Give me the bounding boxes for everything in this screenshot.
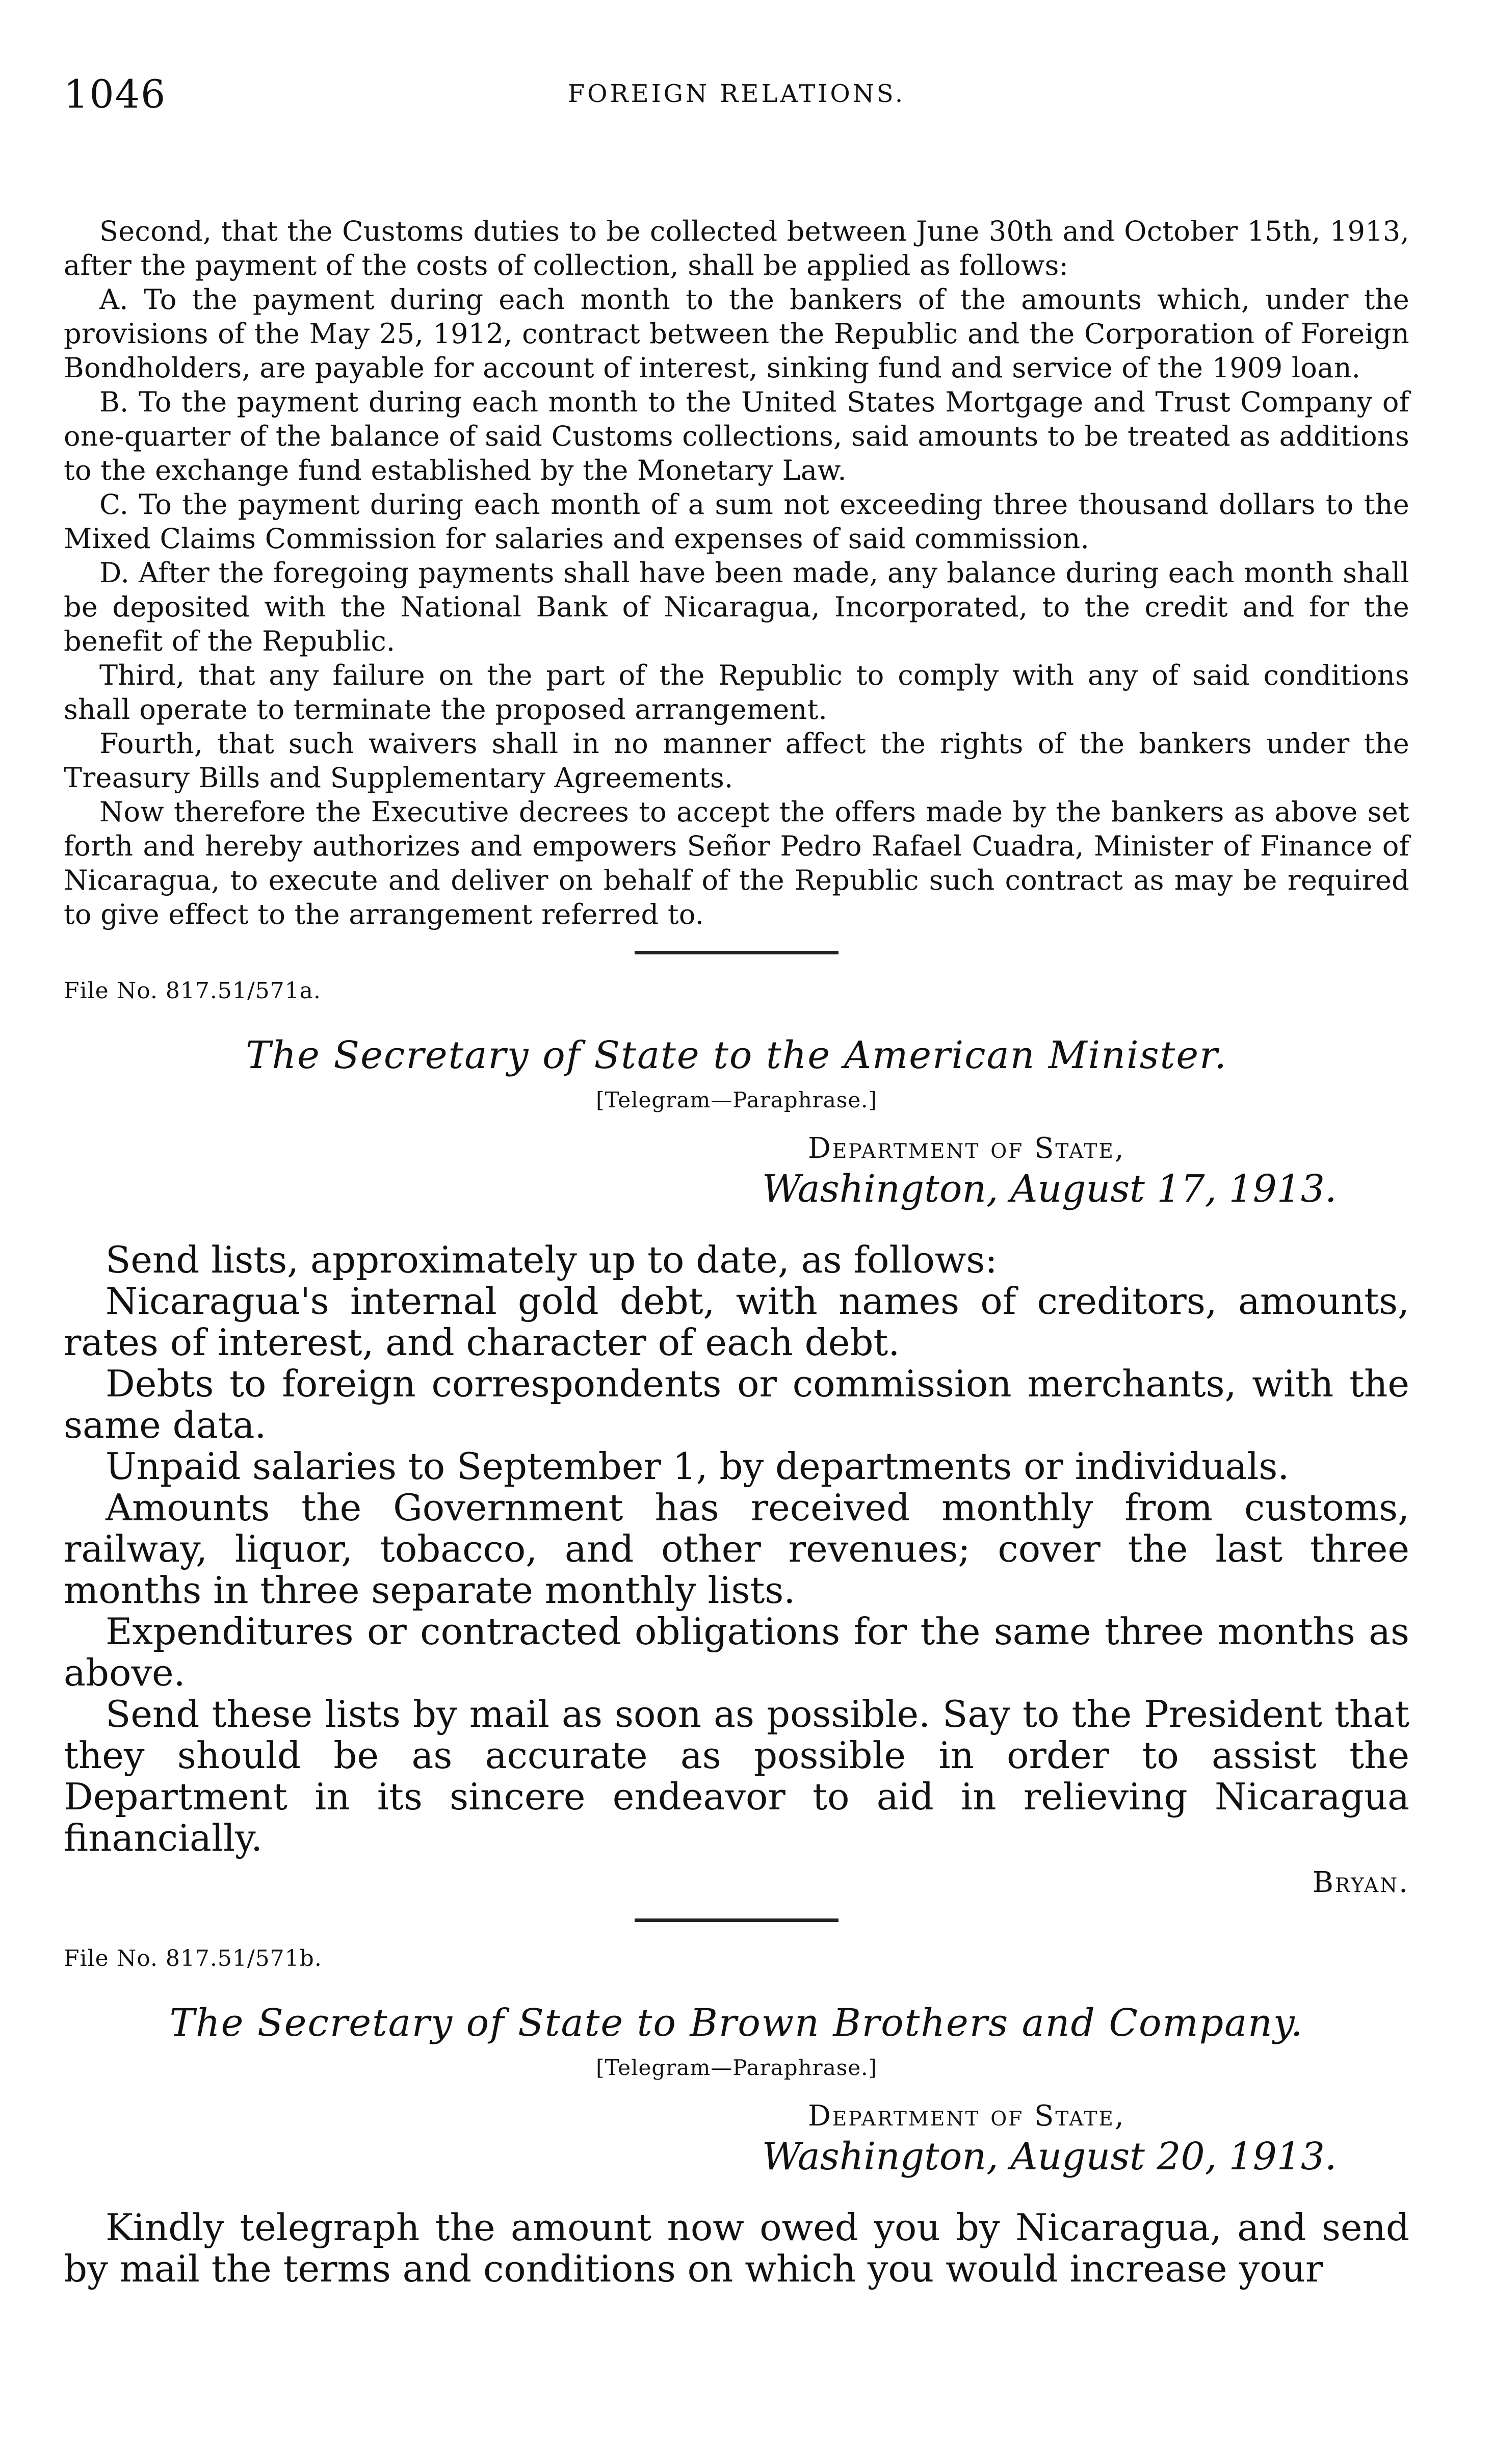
paragraph: Fourth, that such waivers shall in no manner affect the rights of the bankers under the Treasury Bills and Supplementary Agreements. <box>64 728 1409 794</box>
decree-continuation <box>64 214 1409 931</box>
document-subtitle: [Telegram—Paraphrase.] <box>596 2055 877 2080</box>
date-line: Washington, August 17, 1913. <box>762 1167 1337 1211</box>
paragraph: Now therefore the Executive decrees to accept the offers made by the bankers as above set forth and hereby authorizes and empowers Señor Pedro Rafael Cuadra, Minister of Finance of Nicaragua, to execute and deliver on behalf of the Republic such contract as may be required to give effect to the arrangement referred to. <box>64 796 1409 930</box>
paragraph: A. To the payment during each month to the bankers of the amounts which, under the provisions of the May 25, 1912, contract between the Republic and the Corporation of Foreign Bondholders, are payable for account of interest, sinking fund and service of the 1909 loan. <box>64 283 1409 384</box>
dateline <box>762 2099 1409 2178</box>
page-number: 1046 <box>64 71 167 117</box>
telegram-body <box>64 2207 1409 2290</box>
section-divider <box>635 951 839 954</box>
paragraph: Send lists, approximately up to date, as follows: <box>106 1238 998 1281</box>
telegram-section-571b <box>64 1946 1409 2290</box>
document-title: The Secretary of State to the American Minister. <box>246 1033 1227 1077</box>
file-number: File No. 817.51/571b. <box>64 1946 322 1972</box>
paragraph: Debts to foreign correspondents or commission merchants, with the same data. <box>64 1362 1409 1446</box>
paragraph: Second, that the Customs duties to be collected between June 30th and October 15th, 1913, after the payment of the costs of collection, shall be applied as follows: <box>64 215 1409 281</box>
paragraph: Expenditures or contracted obligations for the same three months as above. <box>64 1610 1409 1694</box>
paragraph: Send these lists by mail as soon as possible. Say to the President that they should be as accurate as possible in order to assist the Department in its sincere endeavor to aid in relieving Nicaragua financially. <box>64 1693 1409 1859</box>
paragraph: C. To the payment during each month of a sum not exceeding three thousand dollars to the Mixed Claims Commission for salaries and expenses of said commission. <box>64 488 1409 555</box>
department-name: Department of State, <box>808 2099 1125 2133</box>
date-line: Washington, August 20, 1913. <box>762 2135 1337 2178</box>
section-divider <box>635 1918 839 1922</box>
paragraph: B. To the payment during each month to the United States Mortgage and Trust Company of one-quarter of the balance of said Customs collections, said amounts to be treated as additions to the exchange fund established by the Monetary Law. <box>64 386 1409 486</box>
paragraph: Unpaid salaries to September 1, by departments or individuals. <box>106 1445 1290 1488</box>
page-header <box>64 71 1409 122</box>
paragraph: D. After the foregoing payments shall have been made, any balance during each month shall be deposited with the National Bank of Nicaragua, Incorporated, to the credit and for the benefit of the Republic. <box>64 557 1409 657</box>
paragraph: Nicaragua's internal gold debt, with names of creditors, amounts, rates of interest, and character of each debt. <box>64 1280 1409 1364</box>
department-name: Department of State, <box>808 1132 1125 1165</box>
paragraph: Third, that any failure on the part of the Republic to comply with any of said conditions shall operate to terminate the proposed arrangement. <box>64 659 1409 725</box>
document-page <box>64 71 1409 2290</box>
paragraph: Amounts the Government has received monthly from customs, railway, liquor, tobacco, and other revenues; cover the last three months in three separate monthly lists. <box>64 1486 1409 1612</box>
document-title: The Secretary of State to Brown Brothers and Company. <box>169 2001 1304 2045</box>
dateline <box>762 1132 1409 1211</box>
telegram-section-571a <box>64 978 1409 1899</box>
paragraph: Kindly telegraph the amount now owed you by Nicaragua, and send by mail the terms and conditions on which you would increase your <box>64 2206 1409 2290</box>
telegram-body <box>64 1239 1409 1859</box>
file-number: File No. 817.51/571a. <box>64 978 321 1004</box>
running-title: FOREIGN RELATIONS. <box>567 80 906 108</box>
document-subtitle: [Telegram—Paraphrase.] <box>596 1087 877 1112</box>
signature: Bryan. <box>1312 1866 1409 1899</box>
